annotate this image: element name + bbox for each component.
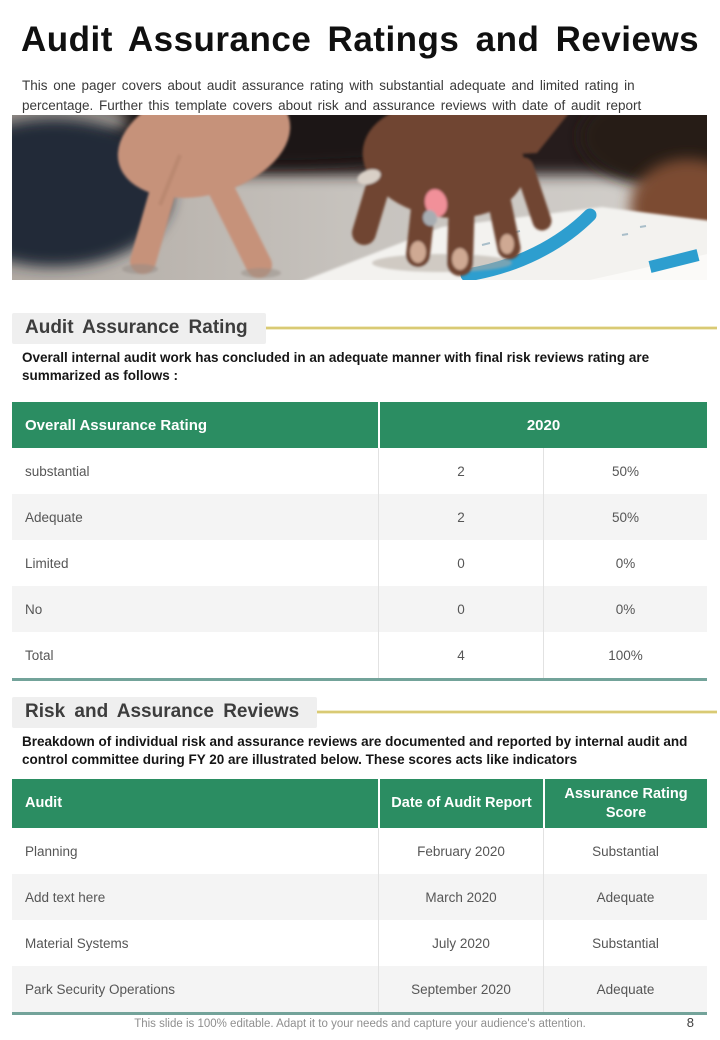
column-header: Audit	[25, 795, 63, 812]
overall-assurance-rating-table	[12, 402, 707, 681]
table-row	[12, 828, 707, 874]
column-header: Assurance Rating Score	[543, 779, 707, 828]
table-row	[12, 448, 707, 494]
column-header: 2020	[378, 402, 707, 448]
table-row	[12, 540, 707, 586]
editable-note: This slide is 100% editable. Adapt it to your needs and capture your audience's attention.	[134, 1018, 586, 1030]
table-cell: Adequate	[543, 966, 707, 1012]
table-cell: No	[25, 601, 43, 617]
table-cell: Material Systems	[25, 935, 129, 951]
table-cell: Planning	[25, 843, 78, 859]
table-cell: March 2020	[378, 874, 543, 920]
table-cell: 2	[378, 494, 543, 540]
table-cell: Substantial	[543, 828, 707, 874]
table-cell: February 2020	[378, 828, 543, 874]
page-title: Audit Assurance Ratings and Reviews	[21, 20, 700, 59]
table-cell: Add text here	[25, 889, 106, 905]
table-cell: 0%	[543, 586, 707, 632]
section-risk-and-assurance-reviews	[12, 697, 720, 727]
table-cell: 4	[378, 632, 543, 678]
column-header: Overall Assurance Rating	[25, 416, 208, 434]
photo-illustration	[12, 115, 707, 280]
table-row	[12, 920, 707, 966]
table-cell: Limited	[25, 555, 69, 571]
table-cell: September 2020	[378, 966, 543, 1012]
table-cell: July 2020	[378, 920, 543, 966]
hands-pointing-photo	[12, 115, 707, 280]
table-cell: Adequate	[25, 509, 83, 525]
table-cell: Substantial	[543, 920, 707, 966]
table-row-total	[12, 632, 707, 678]
page-number: 8	[686, 1015, 694, 1030]
table-row	[12, 586, 707, 632]
table-cell: 2	[378, 448, 543, 494]
table-row	[12, 494, 707, 540]
table-row	[12, 966, 707, 1012]
table-cell: substantial	[25, 463, 90, 479]
page-subtitle: This one pager covers about audit assurance rating with substantial adequate and limited rating in percentage. Further this template covers about risk and assurance reviews with date of audit report	[22, 78, 642, 113]
table-cell: 0	[378, 586, 543, 632]
table-header-row	[12, 402, 707, 448]
section-audit-assurance-rating	[12, 313, 720, 343]
section-heading: Audit Assurance Rating	[12, 313, 266, 344]
table-cell: 50%	[543, 448, 707, 494]
section-heading: Risk and Assurance Reviews	[12, 697, 317, 728]
table-cell: 0	[378, 540, 543, 586]
section-description: Breakdown of individual risk and assurance reviews are documented and reported by internal audit and control committee during FY 20 are illustrated below. These scores acts like indicators	[22, 734, 688, 768]
table-cell: 100%	[543, 632, 707, 678]
column-header: Date of Audit Report	[378, 779, 543, 828]
table-row	[12, 874, 707, 920]
table-cell: 50%	[543, 494, 707, 540]
table-cell: 0%	[543, 540, 707, 586]
table-cell: Total	[25, 647, 54, 663]
table-cell: Park Security Operations	[25, 981, 176, 997]
section-description: Overall internal audit work has concluded in an adequate manner with final risk reviews rating are summarized as follows :	[22, 350, 650, 384]
table-header-row	[12, 779, 707, 828]
risk-assurance-reviews-table	[12, 779, 707, 1015]
table-cell: Adequate	[543, 874, 707, 920]
